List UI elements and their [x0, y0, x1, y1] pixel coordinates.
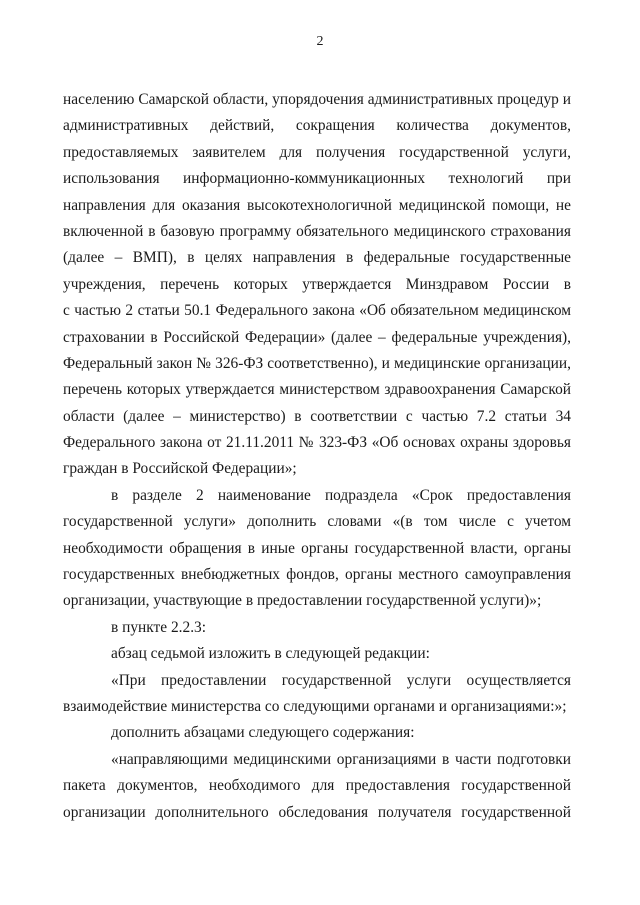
page-number: 2 — [316, 34, 324, 49]
text-line: Федерального закона от 21.11.2011 № 323-ФЗ «Об основах охраны здоровья — [63, 434, 571, 452]
text-line: абзац седьмой изложить в следующей редакции: — [111, 645, 430, 663]
text-line: области (далее – министерство) в соответствии с частью 7.2 статьи 34 — [63, 407, 571, 425]
text-line: дополнить абзацами следующего содержания: — [111, 724, 415, 742]
text-line: государственных внебюджетных фондов, органы местного самоуправления — [63, 566, 571, 584]
text-line: направления для оказания высокотехнологичной медицинской помощи, не — [63, 196, 571, 214]
text-line: учреждения, перечень которых утверждается Минздравом России в — [63, 275, 571, 293]
text-line: административных действий, сокращения количества документов, — [63, 117, 571, 135]
text-line: с частью 2 статьи 50.1 Федерального закона «Об обязательном медицинском — [63, 302, 571, 320]
text-line: предоставляемых заявителем для получения государственной услуги, — [63, 143, 571, 161]
text-line: страховании в Российской Федерации» (далее – федеральные учреждения), — [63, 328, 571, 346]
text-line: населению Самарской области, упорядочения административных процедур и — [63, 91, 571, 108]
text-line: Федеральный закон № 326-ФЗ соответственно), и медицинские организации, — [63, 354, 571, 372]
text-line: (далее – ВМП), в целях направления в федеральные государственные — [63, 249, 571, 267]
text-line: взаимодействие министерства со следующими органами и организациями:»; — [63, 697, 567, 715]
text-line: в разделе 2 наименование подраздела «Срок предоставления — [111, 486, 571, 504]
text-line: организации, участвующие в предоставлении государственной услуги)»; — [63, 592, 542, 610]
body-text — [63, 87, 571, 826]
text-line: организации дополнительного обследования получателя государственной — [63, 803, 571, 821]
text-line: граждан в Российской Федерации»; — [63, 460, 297, 478]
text-line: перечень которых утверждается министерством здравоохранения Самарской — [63, 381, 571, 399]
text-line: включенной в базовую программу обязательного медицинского страхования — [63, 222, 571, 240]
text-line: «направляющими медицинскими организациями в части подготовки — [111, 750, 571, 768]
text-line: использования информационно-коммуникационных технологий при — [63, 170, 571, 188]
text-line: в пункте 2.2.3: — [111, 618, 207, 636]
text-line: пакета документов, необходимого для предоставления государственной — [63, 777, 571, 795]
text-line: государственной услуги» дополнить словами «(в том числе с учетом — [63, 513, 571, 531]
text-line: необходимости обращения в иные органы государственной власти, органы — [63, 539, 571, 557]
text-line: «При предоставлении государственной услуги осуществляется — [111, 671, 571, 689]
